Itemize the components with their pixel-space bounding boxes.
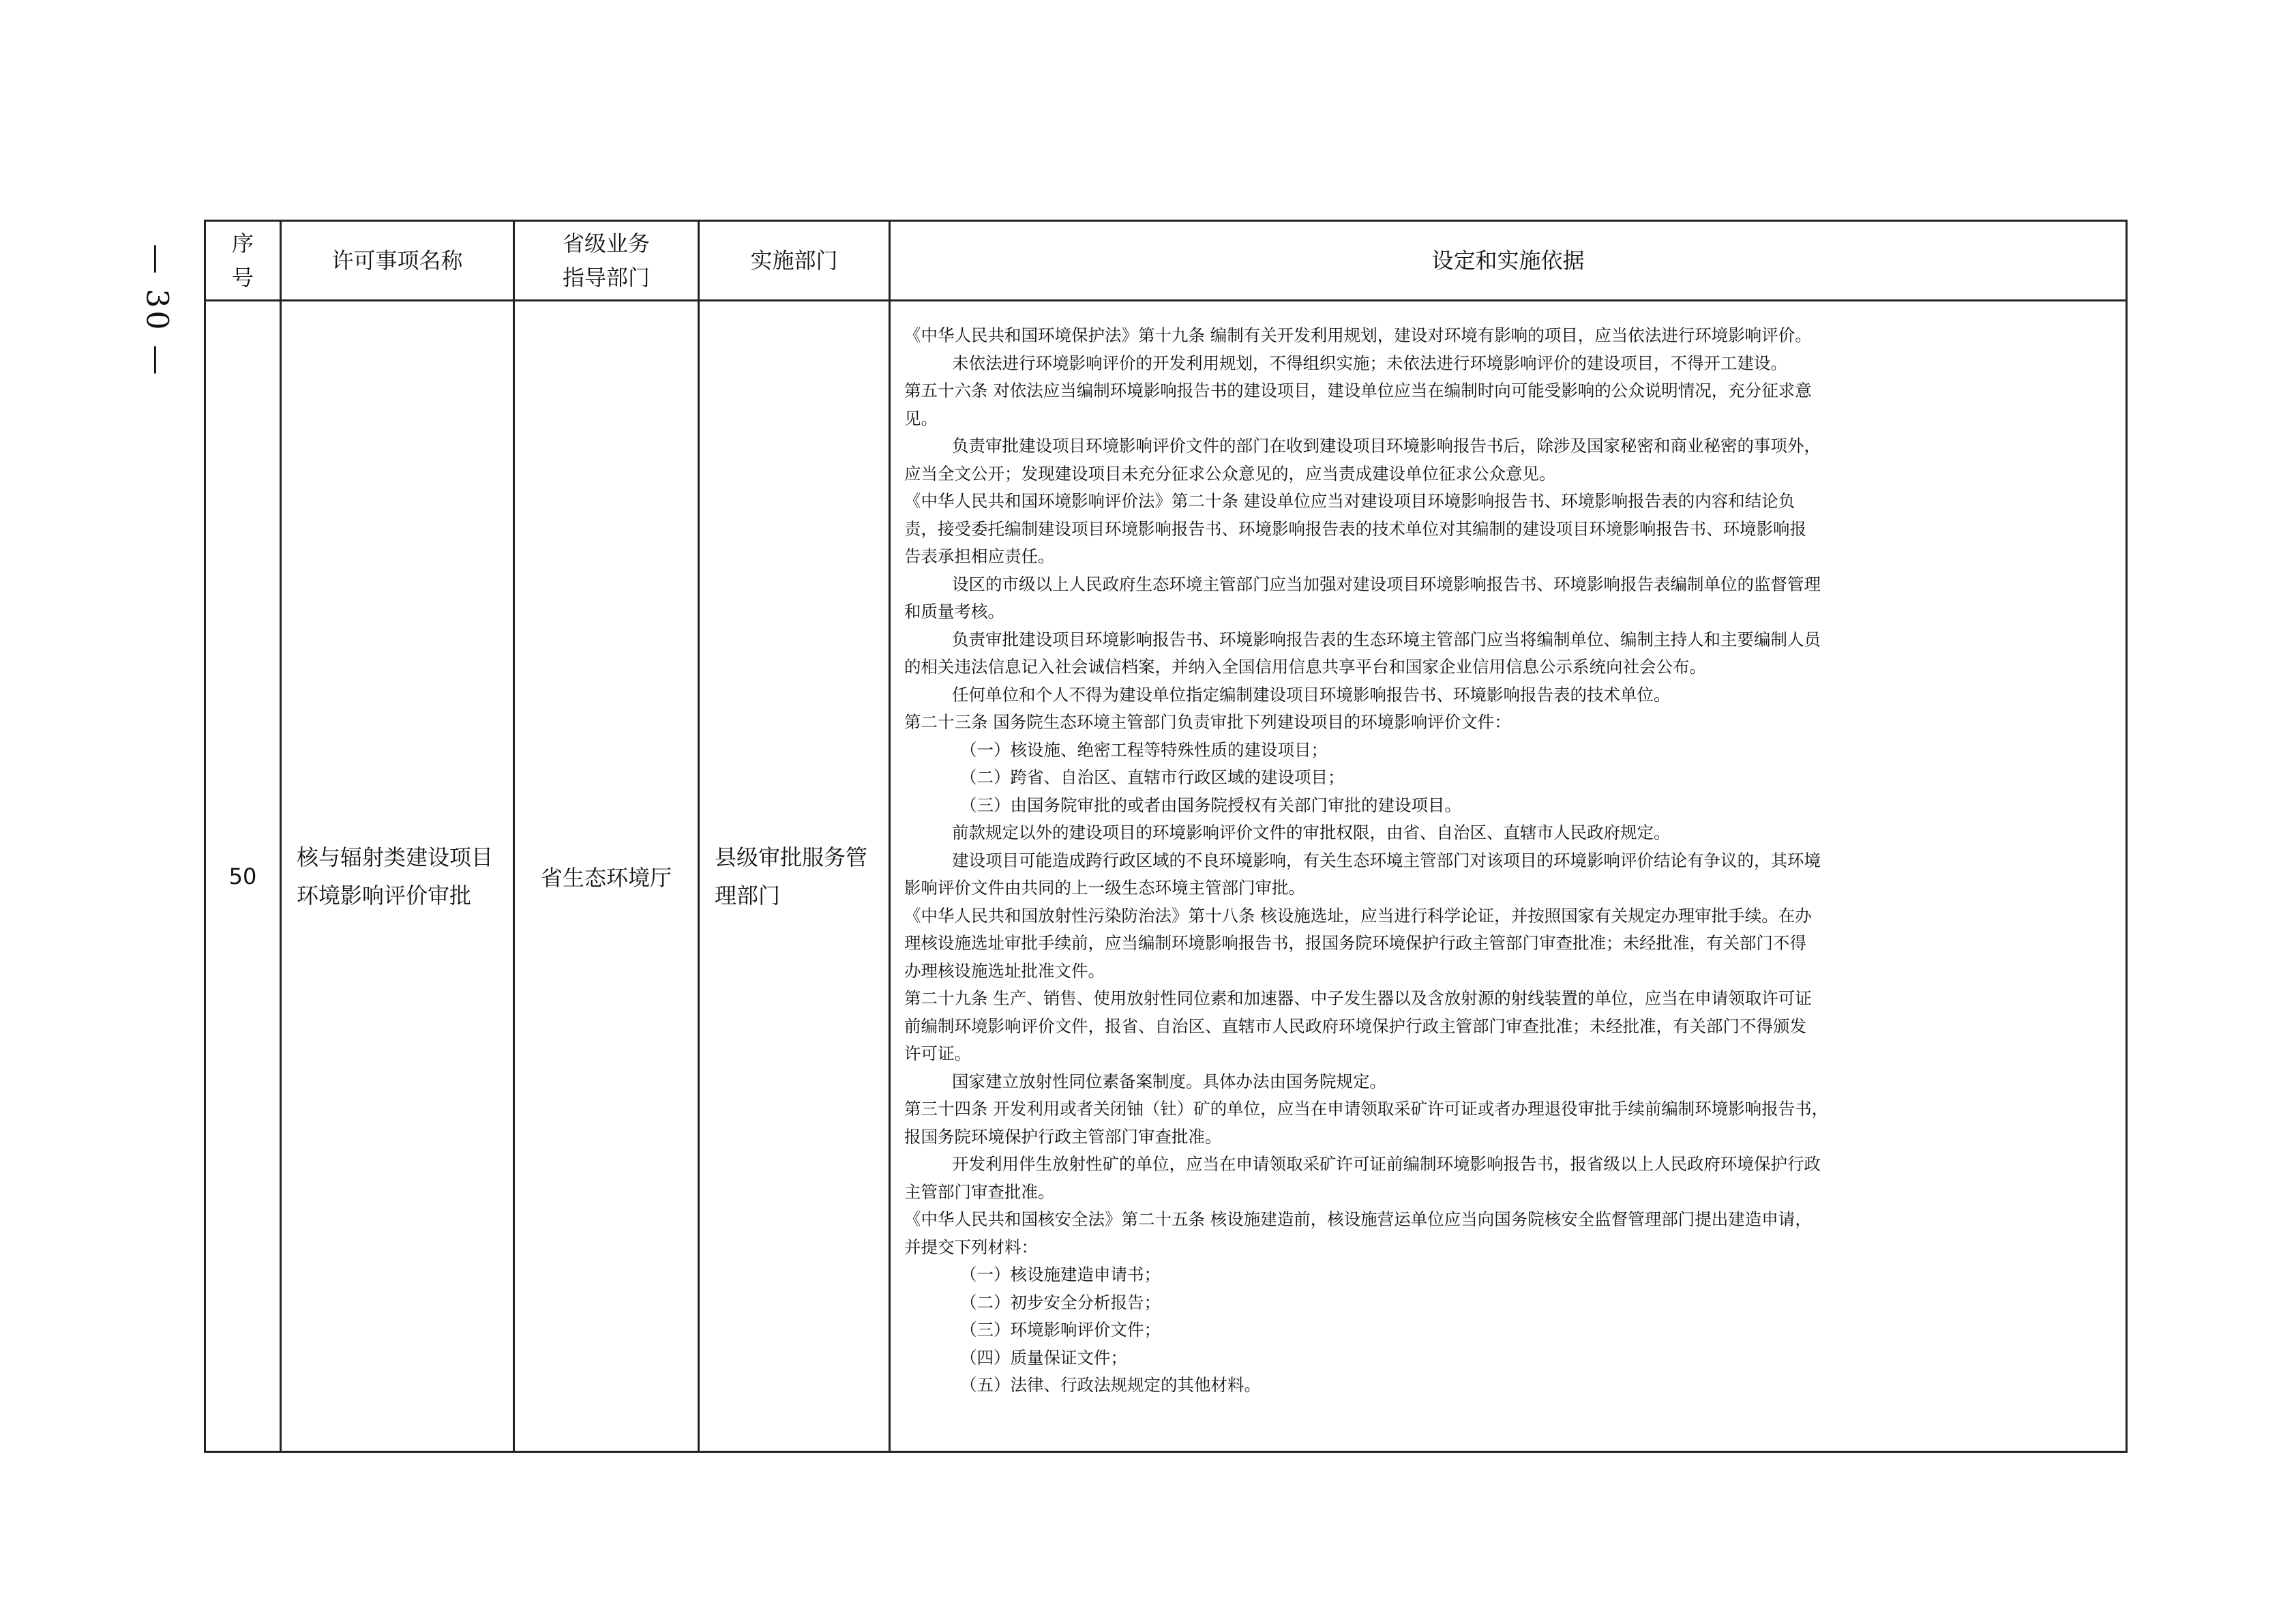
basis-line: 负责审批建设项目环境影响评价文件的部门在收到建设项目环境影响报告书后，除涉及国家秘密和商业秘密的事项外， <box>952 436 1821 456</box>
header-seq-text: 序号 <box>231 231 254 291</box>
basis-line: 见。 <box>904 408 938 428</box>
header-name: 许可事项名称 <box>281 221 514 301</box>
permit-table <box>204 220 2128 1453</box>
basis-line: （一）核设施建造申请书； <box>960 1265 1161 1284</box>
basis-line: 前款规定以外的建设项目的环境影响评价文件的审批权限，由省、自治区、直辖市人民政府规定。 <box>952 823 1671 842</box>
page-number <box>133 218 181 402</box>
basis-line: 理核设施选址审批手续前，应当编制环境影响报告书，报国务院环境保护行政主管部门审查批准；未经批准，有关部门不得 <box>904 933 1806 953</box>
basis-line: 许可证。 <box>904 1044 971 1063</box>
row-seq: 50 <box>205 301 281 1452</box>
header-row <box>205 221 2127 301</box>
basis-line: 国家建立放射性同位素备案制度。具体办法由国务院规定。 <box>952 1071 1386 1091</box>
basis-line: 《中华人民共和国环境保护法》第十九条 编制有关开发利用规划，建设对环境有影响的项目，应当依法进行环境影响评价。 <box>904 325 1812 345</box>
basis-line: 负责审批建设项目环境影响报告书、环境影响报告表的生态环境主管部门应当将编制单位、编制主持人和主要编制人员 <box>952 629 1821 649</box>
basis-line: （二）跨省、自治区、直辖市行政区域的建设项目； <box>960 767 1345 787</box>
header-impl: 实施部门 <box>699 221 890 301</box>
basis-line: 并提交下列材料： <box>904 1237 1038 1257</box>
row-basis <box>890 301 2127 1452</box>
basis-line: 开发利用伴生放射性矿的单位，应当在申请领取采矿许可证前编制环境影响报告书，报省级以上人民政府环境保护行政 <box>952 1154 1821 1174</box>
basis-line: （一）核设施、绝密工程等特殊性质的建设项目； <box>960 739 1328 760</box>
basis-line: 第三十四条 开发利用或者关闭铀（钍）矿的单位，应当在申请领取采矿许可证或者办理退役审批手续前编制环境影响报告书， <box>904 1099 1829 1119</box>
header-dept <box>514 221 699 301</box>
basis-line: （五）法律、行政法规规定的其他材料。 <box>960 1375 1261 1395</box>
basis-line: （三）由国务院审批的或者由国务院授权有关部门审批的建设项目。 <box>960 795 1461 815</box>
basis-line: （二）初步安全分析报告； <box>960 1292 1161 1312</box>
basis-line: 任何单位和个人不得为建设单位指定编制建设项目环境影响报告书、环境影响报告表的技术单位。 <box>952 684 1671 705</box>
header-dept-text: 省级业务指导部门 <box>562 231 650 291</box>
row-impl: 县级审批服务管理部门 <box>699 301 890 1452</box>
basis-line: 设区的市级以上人民政府生态环境主管部门应当加强对建设项目环境影响报告书、环境影响报告表编制单位的监督管理 <box>952 574 1821 594</box>
basis-line: 应当全文公开；发现建设项目未充分征求公众意见的，应当责成建设单位征求公众意见。 <box>904 463 1556 484</box>
header-seq <box>205 221 281 301</box>
header-basis: 设定和实施依据 <box>890 221 2127 301</box>
basis-line: 告表承担相应责任。 <box>904 546 1055 566</box>
basis-line: 《中华人民共和国环境影响评价法》第二十条 建设单位应当对建设项目环境影响报告书、环境影响报告表的内容和结论负 <box>904 491 1795 511</box>
row-name: 核与辐射类建设项目环境影响评价审批 <box>281 301 514 1452</box>
table-row <box>205 301 2127 1452</box>
basis-line: 办理核设施选址批准文件。 <box>904 960 1105 981</box>
basis-line: 影响评价文件由共同的上一级生态环境主管部门审批。 <box>904 878 1305 898</box>
basis-line: 《中华人民共和国核安全法》第二十五条 核设施建造前，核设施营运单位应当向国务院核安全监督管理部门提出建造申请， <box>904 1209 1812 1229</box>
basis-line: （三）环境影响评价文件； <box>960 1320 1161 1340</box>
basis-line: 前编制环境影响评价文件，报省、自治区、直辖市人民政府环境保护行政主管部门审查批准；未经批准，有关部门不得颁发 <box>904 1016 1806 1036</box>
basis-line: 责，接受委托编制建设项目环境影响报告书、环境影响报告表的技术单位对其编制的建设项目环境影响报告书、环境影响报 <box>904 518 1806 539</box>
page-number-text: — 30 — <box>139 243 175 377</box>
basis-line: 和质量考核。 <box>904 602 1004 621</box>
basis-line: 《中华人民共和国放射性污染防治法》第十八条 核设施选址，应当进行科学论证，并按照国家有关规定办理审批手续。在办 <box>904 905 1812 926</box>
basis-line: （四）质量保证文件； <box>960 1347 1127 1368</box>
basis-line: 第二十三条 国务院生态环境主管部门负责审批下列建设项目的环境影响评价文件： <box>904 712 1511 732</box>
basis-line: 第五十六条 对依法应当编制环境影响报告书的建设项目，建设单位应当在编制时向可能受影响的公众说明情况，充分征求意 <box>904 381 1812 400</box>
basis-line: 报国务院环境保护行政主管部门审查批准。 <box>904 1126 1222 1147</box>
basis-line: 建设项目可能造成跨行政区域的不良环境影响，有关生态环境主管部门对该项目的环境影响评价结论有争议的，其环境 <box>952 850 1821 870</box>
basis-line: 的相关违法信息记入社会诚信档案，并纳入全国信用信息共享平台和国家企业信用信息公示系统向社会公布。 <box>904 657 1706 677</box>
row-dept: 省生态环境厅 <box>514 301 699 1452</box>
basis-line: 第二十九条 生产、销售、使用放射性同位素和加速器、中子发生器以及含放射源的射线装置的单位，应当在申请领取许可证 <box>904 988 1812 1008</box>
basis-line: 未依法进行环境影响评价的开发利用规划，不得组织实施；未依法进行环境影响评价的建设项目，不得开工建设。 <box>952 353 1787 373</box>
basis-line: 主管部门审查批准。 <box>904 1181 1055 1202</box>
